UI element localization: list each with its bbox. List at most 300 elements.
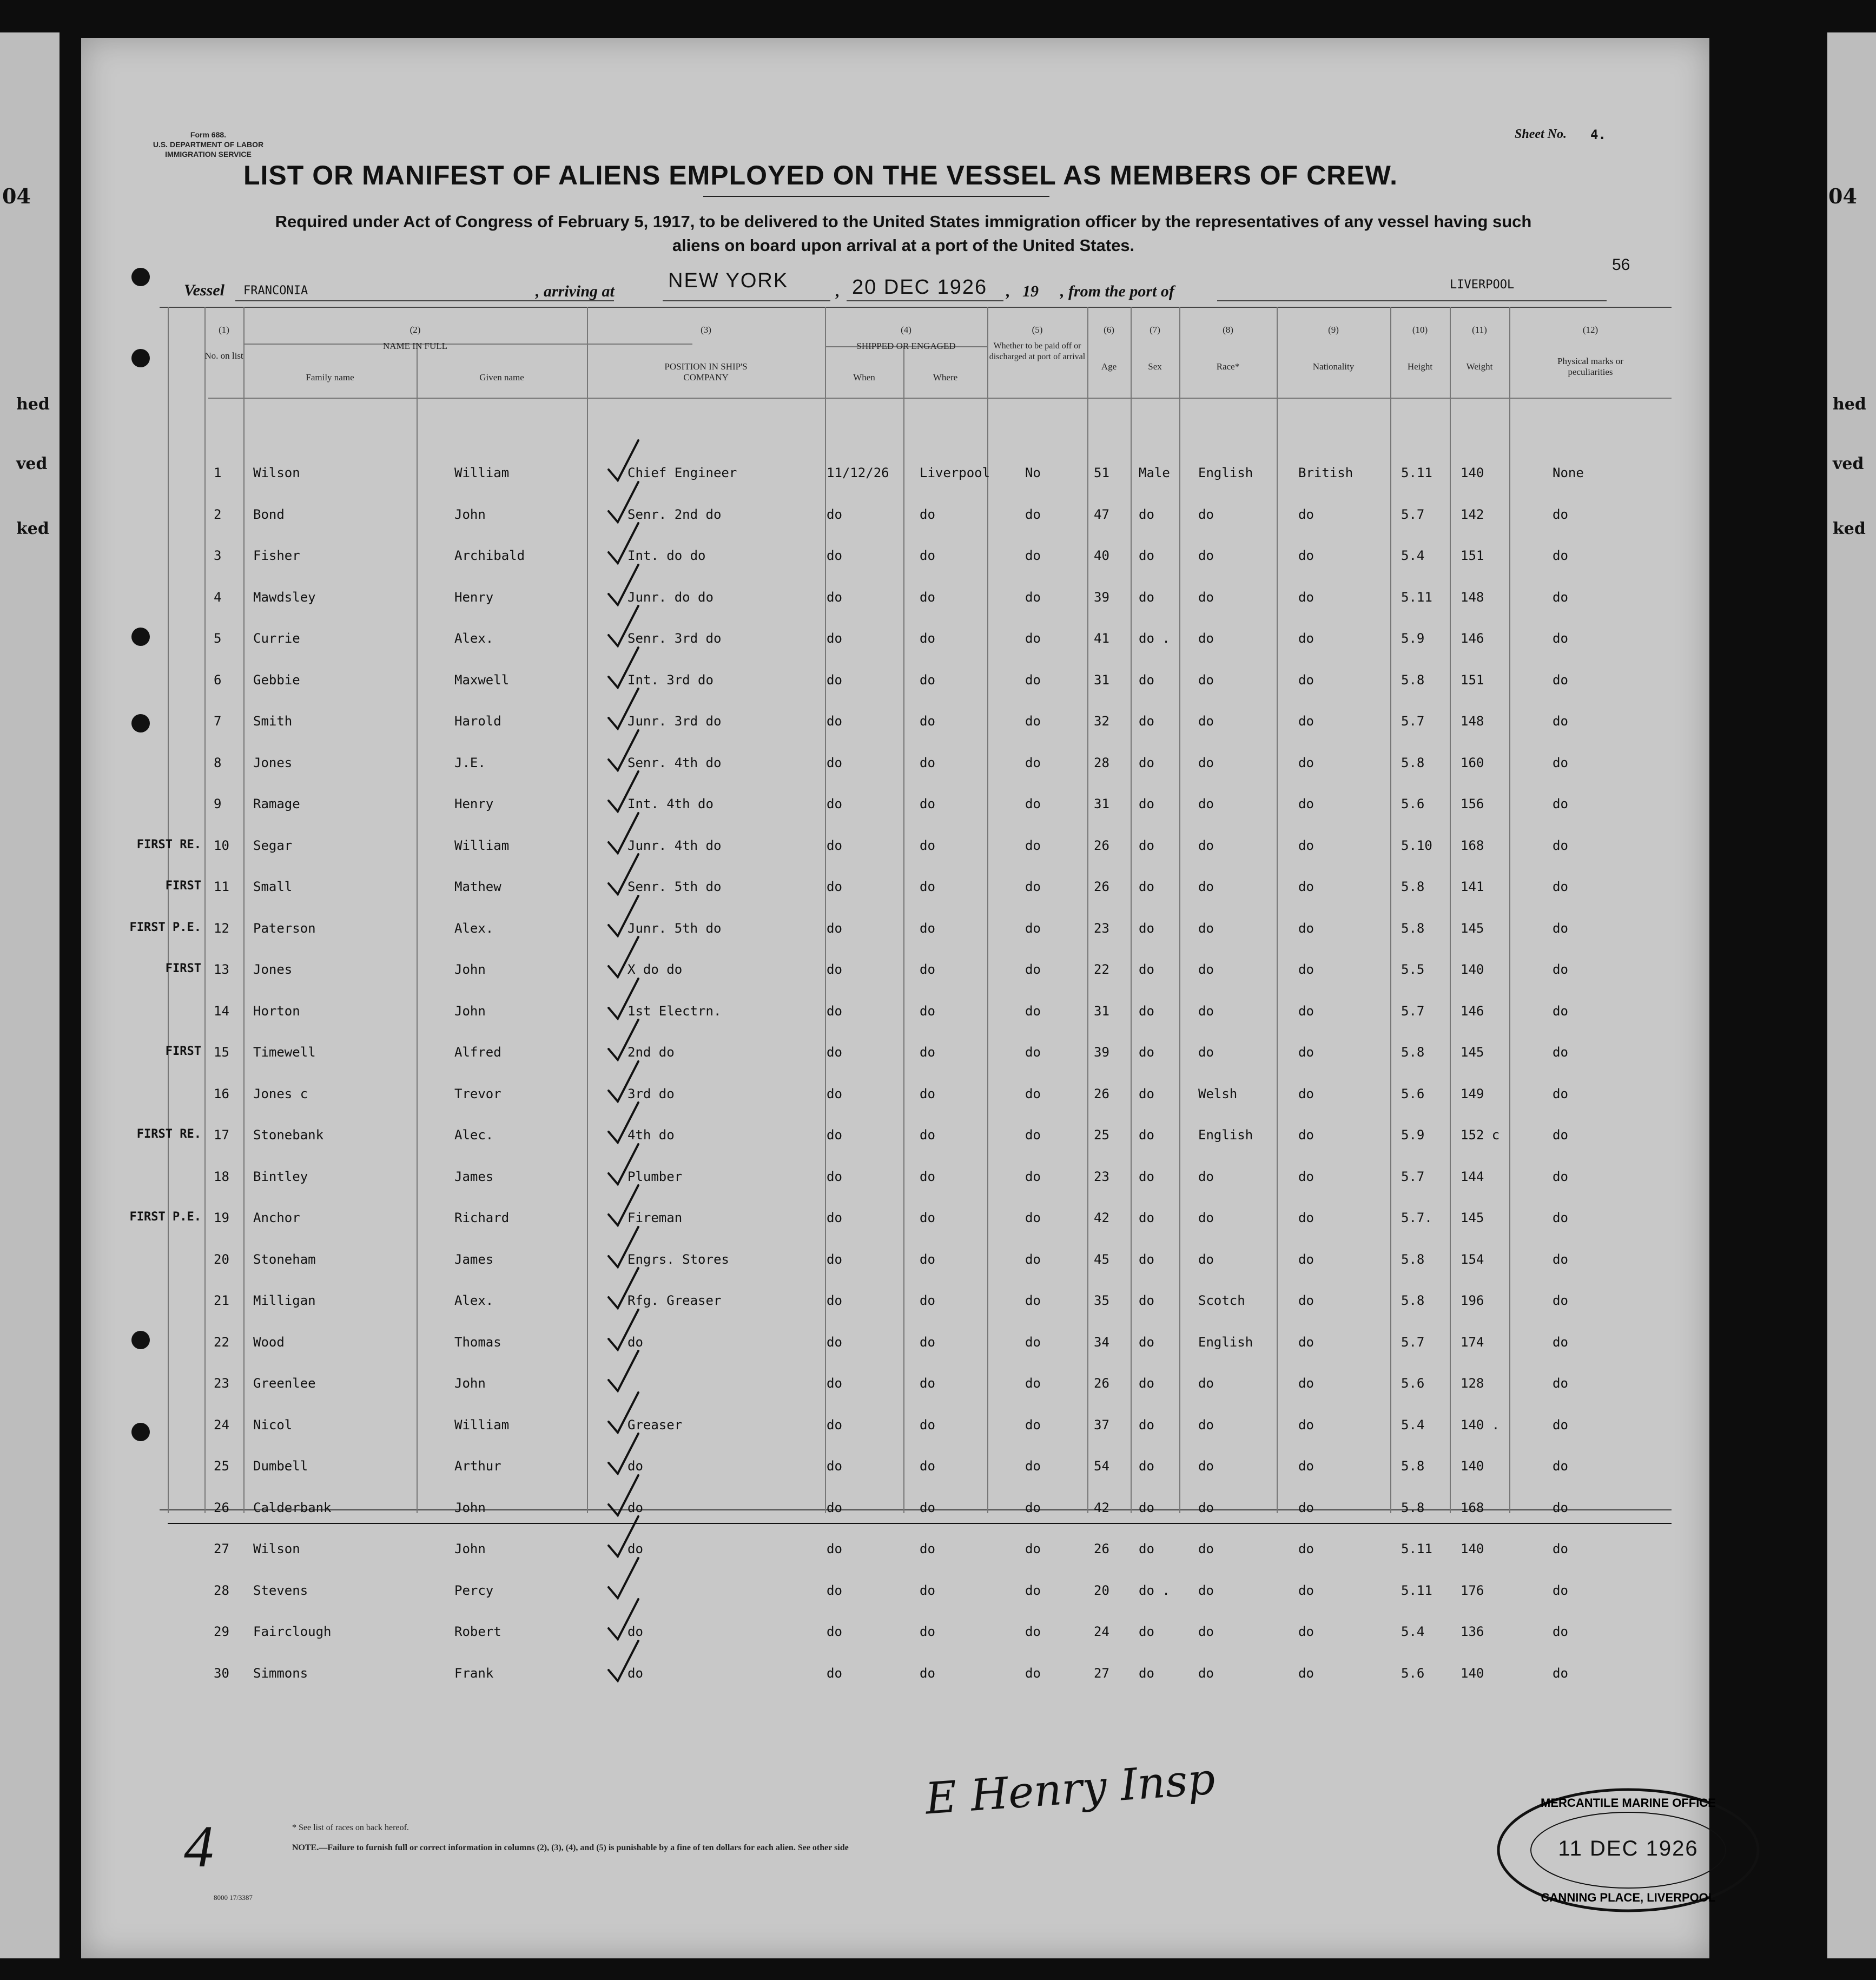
cell-position: 2nd do bbox=[627, 1045, 675, 1060]
cell-given-name: Trevor bbox=[454, 1086, 501, 1101]
cell-physical-marks: do bbox=[1553, 631, 1568, 646]
cell-race: English bbox=[1198, 1335, 1253, 1350]
cell-list-number: 16 bbox=[214, 1086, 229, 1101]
cell-sex: do bbox=[1139, 1417, 1154, 1433]
cell-family-name: Stonebank bbox=[253, 1127, 324, 1143]
cell-family-name: Jones bbox=[253, 962, 293, 977]
cell-height: 5.7 bbox=[1401, 714, 1425, 729]
cell-position: Plumber bbox=[627, 1169, 683, 1184]
cell-height: 5.8 bbox=[1401, 1045, 1425, 1060]
cell-weight: 146 bbox=[1461, 1004, 1484, 1019]
cell-height: 5.9 bbox=[1401, 631, 1425, 646]
cell-paid-off: do bbox=[1025, 1127, 1041, 1143]
cell-sex: do bbox=[1139, 1127, 1154, 1143]
cell-nationality: do bbox=[1298, 1500, 1314, 1515]
cell-height: 5.11 bbox=[1401, 590, 1432, 605]
cell-given-name: Alec. bbox=[454, 1127, 494, 1143]
cell-weight: 140 bbox=[1461, 1541, 1484, 1556]
cell-paid-off: do bbox=[1025, 1541, 1041, 1556]
cell-family-name: Currie bbox=[253, 631, 300, 646]
cell-height: 5.8 bbox=[1401, 921, 1425, 936]
cell-list-number: 27 bbox=[214, 1541, 229, 1556]
cell-shipped-where: do bbox=[920, 1210, 935, 1225]
cell-race: do bbox=[1198, 1583, 1214, 1598]
cell-weight: 152 c bbox=[1461, 1127, 1500, 1143]
stamp-top-text: MERCANTILE MARINE OFFICE bbox=[1541, 1796, 1716, 1810]
cell-race: do bbox=[1198, 962, 1214, 977]
cell-age: 51 bbox=[1094, 465, 1109, 480]
cell-race: do bbox=[1198, 1624, 1214, 1639]
cell-shipped-where: do bbox=[920, 1086, 935, 1101]
cell-family-name: Dumbell bbox=[253, 1458, 308, 1474]
cell-nationality: do bbox=[1298, 1417, 1314, 1433]
cell-race: do bbox=[1198, 1417, 1214, 1433]
cell-position: Senr. 3rd do bbox=[627, 631, 722, 646]
cell-family-name: Simmons bbox=[253, 1666, 308, 1681]
cell-list-number: 9 bbox=[214, 796, 222, 811]
cell-weight: 140 bbox=[1461, 962, 1484, 977]
cell-weight: 160 bbox=[1461, 755, 1484, 770]
cell-list-number: 30 bbox=[214, 1666, 229, 1681]
right-fragment-1: hed bbox=[1833, 395, 1866, 414]
cell-race: do bbox=[1198, 879, 1214, 894]
cell-family-name: Stevens bbox=[253, 1583, 308, 1598]
cell-age: 20 bbox=[1094, 1583, 1109, 1598]
cell-age: 40 bbox=[1094, 548, 1109, 563]
from-port: LIVERPOOL bbox=[1450, 278, 1515, 292]
cell-rating: FIRST P.E. bbox=[129, 921, 201, 934]
left-fragment-3: ked bbox=[16, 519, 49, 538]
cell-rating: FIRST bbox=[165, 962, 201, 975]
col2-number: (2) bbox=[409, 325, 421, 335]
cell-physical-marks: do bbox=[1553, 548, 1568, 563]
check-mark-icon bbox=[609, 1558, 638, 1598]
cell-paid-off: do bbox=[1025, 1666, 1041, 1681]
cell-age: 45 bbox=[1094, 1252, 1109, 1267]
cell-race: do bbox=[1198, 1500, 1214, 1515]
cell-physical-marks: do bbox=[1553, 1293, 1568, 1308]
right-fragment-2: ved bbox=[1833, 454, 1864, 473]
cell-given-name: Alfred bbox=[454, 1045, 501, 1060]
stamp-date: 11 DEC 1926 bbox=[1558, 1837, 1699, 1860]
arriving-port: NEW YORK bbox=[668, 269, 789, 292]
cell-physical-marks: do bbox=[1553, 1376, 1568, 1391]
cell-list-number: 7 bbox=[214, 714, 222, 729]
cell-given-name: John bbox=[454, 1500, 486, 1515]
cell-paid-off: do bbox=[1025, 548, 1041, 563]
cell-race: do bbox=[1198, 921, 1214, 936]
cell-given-name: Richard bbox=[454, 1210, 510, 1225]
cell-height: 5.5 bbox=[1401, 962, 1425, 977]
cell-nationality: do bbox=[1298, 755, 1314, 770]
cell-age: 42 bbox=[1094, 1210, 1109, 1225]
cell-position: do bbox=[627, 1541, 643, 1556]
cell-nationality: do bbox=[1298, 1127, 1314, 1143]
cell-position: Senr. 4th do bbox=[627, 755, 722, 770]
cell-position: Junr. 4th do bbox=[627, 838, 722, 853]
cell-weight: 145 bbox=[1461, 921, 1484, 936]
cell-race: Scotch bbox=[1198, 1293, 1245, 1308]
cell-given-name: James bbox=[454, 1252, 494, 1267]
cell-list-number: 5 bbox=[214, 631, 222, 646]
year-label: 19 bbox=[1022, 282, 1039, 300]
cell-rating: FIRST RE. bbox=[136, 1127, 201, 1141]
cell-shipped-when: do bbox=[827, 548, 842, 563]
cell-position: X do do bbox=[627, 962, 683, 977]
cell-age: 41 bbox=[1094, 631, 1109, 646]
cell-nationality: do bbox=[1298, 1293, 1314, 1308]
form-title: LIST OR MANIFEST OF ALIENS EMPLOYED ON THE VESSEL AS MEMBERS OF CREW. bbox=[243, 160, 1398, 190]
cell-nationality: do bbox=[1298, 1335, 1314, 1350]
cell-list-number: 1 bbox=[214, 465, 222, 480]
inspector-signature: E Henry Insp bbox=[923, 1753, 1217, 1824]
cell-family-name: Gebbie bbox=[253, 672, 300, 688]
cell-paid-off: do bbox=[1025, 921, 1041, 936]
col12-number: (12) bbox=[1582, 325, 1598, 335]
form-service: IMMIGRATION SERVICE bbox=[165, 150, 252, 159]
col6-number: (6) bbox=[1104, 325, 1114, 335]
cell-sex: do bbox=[1139, 1458, 1154, 1474]
cell-weight: 176 bbox=[1461, 1583, 1484, 1598]
cell-height: 5.8 bbox=[1401, 1500, 1425, 1515]
cell-height: 5.6 bbox=[1401, 1666, 1425, 1681]
cell-race: do bbox=[1198, 631, 1214, 646]
cell-shipped-when: do bbox=[827, 921, 842, 936]
cell-physical-marks: do bbox=[1553, 507, 1568, 522]
cell-position: Int. do do bbox=[627, 548, 706, 563]
cell-position: do bbox=[627, 1335, 643, 1350]
cell-shipped-when: do bbox=[827, 714, 842, 729]
cell-weight: 140 bbox=[1461, 1666, 1484, 1681]
cell-list-number: 3 bbox=[214, 548, 222, 563]
cell-shipped-where: do bbox=[920, 1541, 935, 1556]
cell-family-name: Nicol bbox=[253, 1417, 293, 1433]
col2a-label: Family name bbox=[306, 372, 354, 382]
cell-shipped-where: Liverpool bbox=[920, 465, 990, 480]
right-fragment-3: ked bbox=[1833, 519, 1866, 538]
cell-given-name: Frank bbox=[454, 1666, 494, 1681]
cell-position: Junr. do do bbox=[627, 590, 714, 605]
col6-label: Age bbox=[1101, 361, 1117, 372]
cell-family-name: Wood bbox=[253, 1335, 285, 1350]
cell-race: do bbox=[1198, 1045, 1214, 1060]
cell-weight: 154 bbox=[1461, 1252, 1484, 1267]
vessel-label: Vessel bbox=[184, 281, 224, 299]
cell-weight: 142 bbox=[1461, 507, 1484, 522]
cell-list-number: 11 bbox=[214, 879, 229, 894]
cell-family-name: Wilson bbox=[253, 465, 300, 480]
cell-height: 5.6 bbox=[1401, 1376, 1425, 1391]
cell-shipped-where: do bbox=[920, 507, 935, 522]
cell-physical-marks: do bbox=[1553, 1666, 1568, 1681]
cell-list-number: 13 bbox=[214, 962, 229, 977]
cell-sex: do bbox=[1139, 1086, 1154, 1101]
cell-paid-off: do bbox=[1025, 796, 1041, 811]
cell-nationality: do bbox=[1298, 962, 1314, 977]
cell-given-name: John bbox=[454, 1541, 486, 1556]
cell-position: Fireman bbox=[627, 1210, 683, 1225]
cell-position: do bbox=[627, 1666, 643, 1681]
cell-position: Chief Engineer bbox=[627, 465, 737, 480]
cell-given-name: William bbox=[454, 838, 510, 853]
cell-list-number: 14 bbox=[214, 1004, 229, 1019]
col8-number: (8) bbox=[1223, 325, 1233, 335]
cell-weight: 196 bbox=[1461, 1293, 1484, 1308]
cell-paid-off: do bbox=[1025, 1417, 1041, 1433]
cell-sex: do . bbox=[1139, 631, 1170, 646]
cell-nationality: do bbox=[1298, 1666, 1314, 1681]
cell-nationality: do bbox=[1298, 1086, 1314, 1101]
cell-nationality: do bbox=[1298, 590, 1314, 605]
col4b-label: Where bbox=[933, 372, 958, 382]
cell-list-number: 23 bbox=[214, 1376, 229, 1391]
cell-family-name: Fairclough bbox=[253, 1624, 332, 1639]
cell-height: 5.10 bbox=[1401, 838, 1432, 853]
cell-shipped-where: do bbox=[920, 1335, 935, 1350]
cell-weight: 145 bbox=[1461, 1045, 1484, 1060]
vessel-name: FRANCONIA bbox=[243, 284, 308, 298]
page-number: 56 bbox=[1612, 256, 1630, 274]
cell-nationality: do bbox=[1298, 672, 1314, 688]
cell-shipped-where: do bbox=[920, 796, 935, 811]
cell-sex: do bbox=[1139, 1004, 1154, 1019]
cell-weight: 144 bbox=[1461, 1169, 1484, 1184]
cell-sex: do bbox=[1139, 507, 1154, 522]
cell-paid-off: do bbox=[1025, 962, 1041, 977]
cell-height: 5.7. bbox=[1401, 1210, 1432, 1225]
cell-paid-off: do bbox=[1025, 1624, 1041, 1639]
cell-sex: do bbox=[1139, 1045, 1154, 1060]
cell-weight: 136 bbox=[1461, 1624, 1484, 1639]
cell-given-name: John bbox=[454, 1376, 486, 1391]
cell-list-number: 20 bbox=[214, 1252, 229, 1267]
cell-sex: do bbox=[1139, 1252, 1154, 1267]
cell-shipped-when: do bbox=[827, 1335, 842, 1350]
cell-paid-off: do bbox=[1025, 755, 1041, 770]
cell-paid-off: do bbox=[1025, 1252, 1041, 1267]
from-label: , from the port of bbox=[1060, 282, 1174, 300]
cell-sex: do bbox=[1139, 1624, 1154, 1639]
cell-weight: 128 bbox=[1461, 1376, 1484, 1391]
cell-physical-marks: do bbox=[1553, 1500, 1568, 1515]
cell-given-name: Henry bbox=[454, 590, 494, 605]
cell-list-number: 12 bbox=[214, 921, 229, 936]
cell-given-name: Alex. bbox=[454, 1293, 494, 1308]
cell-given-name: Percy bbox=[454, 1583, 494, 1598]
cell-given-name: Maxwell bbox=[454, 672, 510, 688]
cell-shipped-where: do bbox=[920, 548, 935, 563]
cell-weight: 151 bbox=[1461, 672, 1484, 688]
cell-shipped-where: do bbox=[920, 962, 935, 977]
year-comma: , bbox=[1006, 282, 1010, 300]
arriving-label: , arriving at bbox=[536, 282, 615, 300]
cell-list-number: 2 bbox=[214, 507, 222, 522]
cell-rating: FIRST bbox=[165, 1045, 201, 1058]
cell-shipped-when: do bbox=[827, 1417, 842, 1433]
cell-position: Engrs. Stores bbox=[627, 1252, 729, 1267]
cell-race: do bbox=[1198, 714, 1214, 729]
cell-age: 34 bbox=[1094, 1335, 1109, 1350]
cell-physical-marks: do bbox=[1553, 1252, 1568, 1267]
cell-list-number: 8 bbox=[214, 755, 222, 770]
cell-sex: do bbox=[1139, 755, 1154, 770]
cell-weight: 151 bbox=[1461, 548, 1484, 563]
cell-paid-off: do bbox=[1025, 1458, 1041, 1474]
cell-shipped-when: do bbox=[827, 755, 842, 770]
cell-race: do bbox=[1198, 1004, 1214, 1019]
cell-position: do bbox=[627, 1500, 643, 1515]
cell-list-number: 29 bbox=[214, 1624, 229, 1639]
cell-list-number: 24 bbox=[214, 1417, 229, 1433]
cell-physical-marks: do bbox=[1553, 921, 1568, 936]
cell-shipped-when: do bbox=[827, 838, 842, 853]
cell-list-number: 25 bbox=[214, 1458, 229, 1474]
cell-sex: do bbox=[1139, 548, 1154, 563]
cell-shipped-where: do bbox=[920, 714, 935, 729]
cell-height: 5.8 bbox=[1401, 755, 1425, 770]
cell-paid-off: do bbox=[1025, 1335, 1041, 1350]
cell-nationality: do bbox=[1298, 548, 1314, 563]
cell-shipped-where: do bbox=[920, 1500, 935, 1515]
cell-age: 31 bbox=[1094, 1004, 1109, 1019]
cell-position: Rfg. Greaser bbox=[627, 1293, 722, 1308]
cell-height: 5.8 bbox=[1401, 1458, 1425, 1474]
left-adjacent-frame bbox=[0, 32, 60, 1958]
col11-label: Weight bbox=[1466, 361, 1493, 372]
cell-list-number: 10 bbox=[214, 838, 229, 853]
cell-position: Greaser bbox=[627, 1417, 683, 1433]
date-comma: , bbox=[836, 282, 840, 300]
cell-shipped-when: do bbox=[827, 1293, 842, 1308]
cell-shipped-when: do bbox=[827, 1541, 842, 1556]
form-department: U.S. DEPARTMENT OF LABOR bbox=[153, 140, 264, 149]
check-mark-icon bbox=[609, 1351, 638, 1391]
cell-shipped-when: do bbox=[827, 1086, 842, 1101]
cell-physical-marks: do bbox=[1553, 1127, 1568, 1143]
col7-number: (7) bbox=[1150, 325, 1160, 335]
cell-sex: do bbox=[1139, 838, 1154, 853]
cell-position: 3rd do bbox=[627, 1086, 675, 1101]
cell-race: do bbox=[1198, 548, 1214, 563]
cell-paid-off: do bbox=[1025, 1583, 1041, 1598]
cell-age: 23 bbox=[1094, 1169, 1109, 1184]
cell-paid-off: do bbox=[1025, 507, 1041, 522]
cell-sex: do bbox=[1139, 1210, 1154, 1225]
cell-race: do bbox=[1198, 590, 1214, 605]
cell-physical-marks: do bbox=[1553, 1541, 1568, 1556]
handwritten-sheet-number: 4 bbox=[184, 1813, 214, 1879]
col7-label: Sex bbox=[1148, 361, 1162, 372]
cell-shipped-when: do bbox=[827, 1583, 842, 1598]
cell-family-name: Milligan bbox=[253, 1293, 316, 1308]
cell-shipped-where: do bbox=[920, 1624, 935, 1639]
cell-shipped-when: do bbox=[827, 1666, 842, 1681]
cell-weight: 168 bbox=[1461, 1500, 1484, 1515]
cell-nationality: do bbox=[1298, 879, 1314, 894]
cell-weight: 174 bbox=[1461, 1335, 1484, 1350]
cell-nationality: do bbox=[1298, 1252, 1314, 1267]
cell-physical-marks: do bbox=[1553, 838, 1568, 853]
cell-age: 26 bbox=[1094, 1541, 1109, 1556]
cell-age: 26 bbox=[1094, 1376, 1109, 1391]
cell-position: do bbox=[627, 1458, 643, 1474]
cell-age: 39 bbox=[1094, 1045, 1109, 1060]
col12-label: Physical marks or peculiarities bbox=[1557, 356, 1623, 377]
col9-label: Nationality bbox=[1312, 361, 1355, 372]
cell-shipped-where: do bbox=[920, 1458, 935, 1474]
form-subtitle-line-2: aliens on board upon arrival at a port of the United States. bbox=[672, 236, 1135, 255]
cell-shipped-where: do bbox=[920, 1252, 935, 1267]
cell-family-name: Calderbank bbox=[253, 1500, 332, 1515]
race-footnote: * See list of races on back hereof. bbox=[292, 1823, 409, 1832]
cell-physical-marks: do bbox=[1553, 1335, 1568, 1350]
cell-shipped-where: do bbox=[920, 921, 935, 936]
cell-position: Senr. 5th do bbox=[627, 879, 722, 894]
cell-race: do bbox=[1198, 796, 1214, 811]
cell-physical-marks: do bbox=[1553, 1045, 1568, 1060]
manifest-page bbox=[81, 38, 1716, 1958]
col4a-label: When bbox=[853, 372, 875, 382]
arrival-date: 20 DEC 1926 bbox=[852, 276, 988, 299]
cell-shipped-when: do bbox=[827, 962, 842, 977]
cell-shipped-where: do bbox=[920, 590, 935, 605]
cell-given-name: Archibald bbox=[454, 548, 525, 563]
cell-given-name: Harold bbox=[454, 714, 501, 729]
right-fragment-number: 04 bbox=[1828, 184, 1857, 208]
cell-given-name: William bbox=[454, 465, 510, 480]
cell-paid-off: do bbox=[1025, 590, 1041, 605]
col2b-label: Given name bbox=[479, 372, 524, 382]
cell-family-name: Segar bbox=[253, 838, 293, 853]
cell-family-name: Mawdsley bbox=[253, 590, 316, 605]
cell-family-name: Jones c bbox=[253, 1086, 308, 1101]
cell-family-name: Small bbox=[253, 879, 293, 894]
cell-physical-marks: do bbox=[1553, 1583, 1568, 1598]
cell-physical-marks: do bbox=[1553, 1624, 1568, 1639]
cell-shipped-when: do bbox=[827, 1169, 842, 1184]
cell-race: do bbox=[1198, 1252, 1214, 1267]
cell-given-name: John bbox=[454, 962, 486, 977]
col5-number: (5) bbox=[1032, 325, 1043, 335]
cell-given-name: Henry bbox=[454, 796, 494, 811]
cell-given-name: William bbox=[454, 1417, 510, 1433]
cell-race: do bbox=[1198, 1376, 1214, 1391]
cell-physical-marks: do bbox=[1553, 1169, 1568, 1184]
cell-shipped-where: do bbox=[920, 631, 935, 646]
cell-height: 5.11 bbox=[1401, 465, 1432, 480]
cell-sex: do bbox=[1139, 1169, 1154, 1184]
cell-height: 5.6 bbox=[1401, 1086, 1425, 1101]
cell-family-name: Horton bbox=[253, 1004, 300, 1019]
cell-nationality: do bbox=[1298, 1045, 1314, 1060]
col1-number: (1) bbox=[219, 325, 229, 335]
cell-weight: 146 bbox=[1461, 631, 1484, 646]
cell-given-name: J.E. bbox=[454, 755, 486, 770]
cell-list-number: 21 bbox=[214, 1293, 229, 1308]
fine-note: NOTE.—Failure to furnish full or correct information in columns (2), (3), (4), and (5) is punishable by a fine of ten dollars for each alien. See other side bbox=[292, 1843, 849, 1852]
cell-sex: do bbox=[1139, 879, 1154, 894]
col9-number: (9) bbox=[1328, 325, 1339, 335]
cell-shipped-when: do bbox=[827, 590, 842, 605]
cell-shipped-where: do bbox=[920, 1293, 935, 1308]
left-fragment-1: hed bbox=[16, 395, 50, 414]
cell-shipped-where: do bbox=[920, 879, 935, 894]
cell-height: 5.4 bbox=[1401, 548, 1425, 563]
cell-shipped-when: do bbox=[827, 1252, 842, 1267]
cell-position: 4th do bbox=[627, 1127, 675, 1143]
cell-physical-marks: do bbox=[1553, 1004, 1568, 1019]
cell-shipped-where: do bbox=[920, 1004, 935, 1019]
